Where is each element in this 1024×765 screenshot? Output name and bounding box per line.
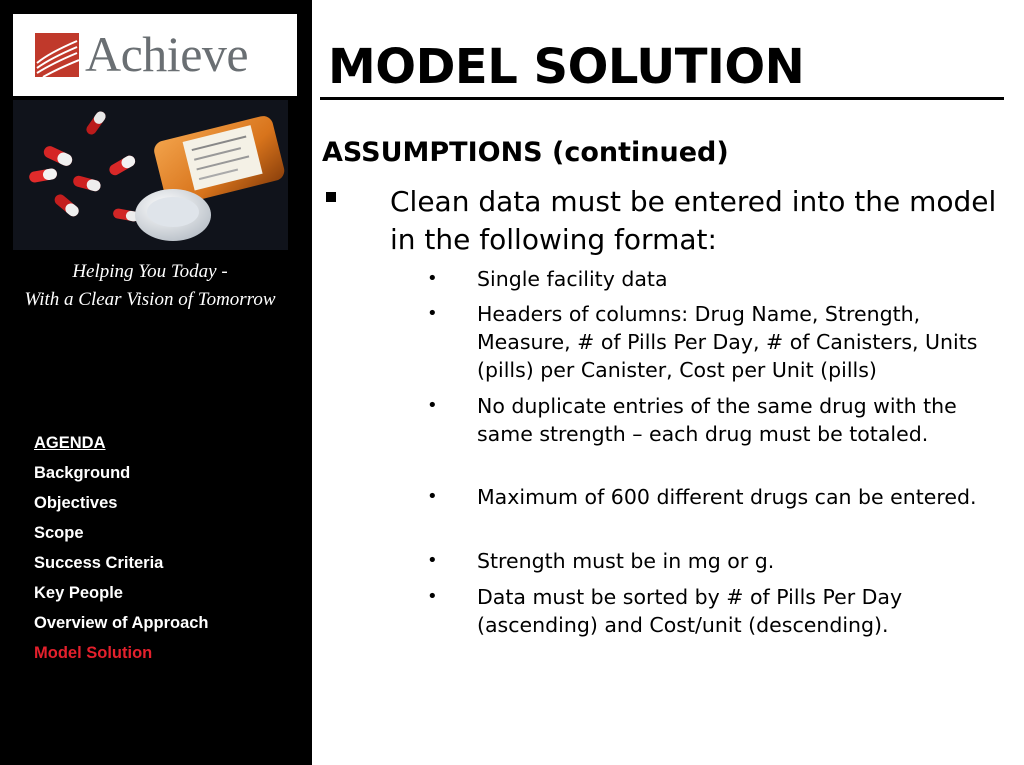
sub-bullet: Data must be sorted by # of Pills Per Day (ascending) and Cost/unit (descending). [477,585,903,637]
tagline-line-1: Helping You Today - [72,261,228,282]
sub-bullet: Strength must be in mg or g. [477,549,775,573]
agenda-nav [34,432,209,672]
slide-title: MODEL SOLUTION [328,39,805,95]
agenda-item-key-people[interactable]: Key People [34,584,123,602]
sub-bullet: No duplicate entries of the same drug with the same strength – each drug must be totaled. [477,394,957,446]
main-bullet-text: Clean data must be entered into the model in the following format: [390,185,997,256]
bullet-dot-icon: • [427,303,438,324]
logo-mark-icon [35,33,79,77]
agenda-item-model-solution[interactable]: Model Solution [34,644,153,662]
sub-bullet: Headers of columns: Drug Name, Strength, Measure, # of Pills Per Day, # of Canisters, Units (pills) per Canister, Cost per Unit (pills) [477,302,978,382]
slide-subtitle: ASSUMPTIONS (continued) [322,137,729,168]
tagline [0,258,300,314]
bullet-dot-icon: • [427,486,438,507]
tagline-line-2: With a Clear Vision of Tomorrow [24,289,276,310]
agenda-item-success-criteria[interactable]: Success Criteria [34,554,164,572]
bullet-dot-icon: • [427,586,438,607]
agenda-item-scope[interactable]: Scope [34,524,84,542]
agenda-item-background[interactable]: Background [34,464,131,482]
pills-photo [13,100,288,250]
agenda-item-overview-of-approach[interactable]: Overview of Approach [34,614,209,632]
agenda-item-objectives[interactable]: Objectives [34,494,118,512]
bullet-dot-icon: • [427,395,438,416]
agenda-header[interactable]: AGENDA [34,434,106,452]
logo-text: Achieve [85,26,249,82]
sidebar [0,0,312,765]
bullet-dot-icon: • [427,268,438,289]
logo [13,14,297,96]
square-bullet-icon [326,192,336,202]
sub-bullet: Single facility data [477,267,668,291]
title-divider [320,97,1004,100]
bullet-dot-icon: • [427,550,438,571]
sub-bullet: Maximum of 600 different drugs can be entered. [477,485,977,509]
pill-bottle-image [13,100,288,250]
